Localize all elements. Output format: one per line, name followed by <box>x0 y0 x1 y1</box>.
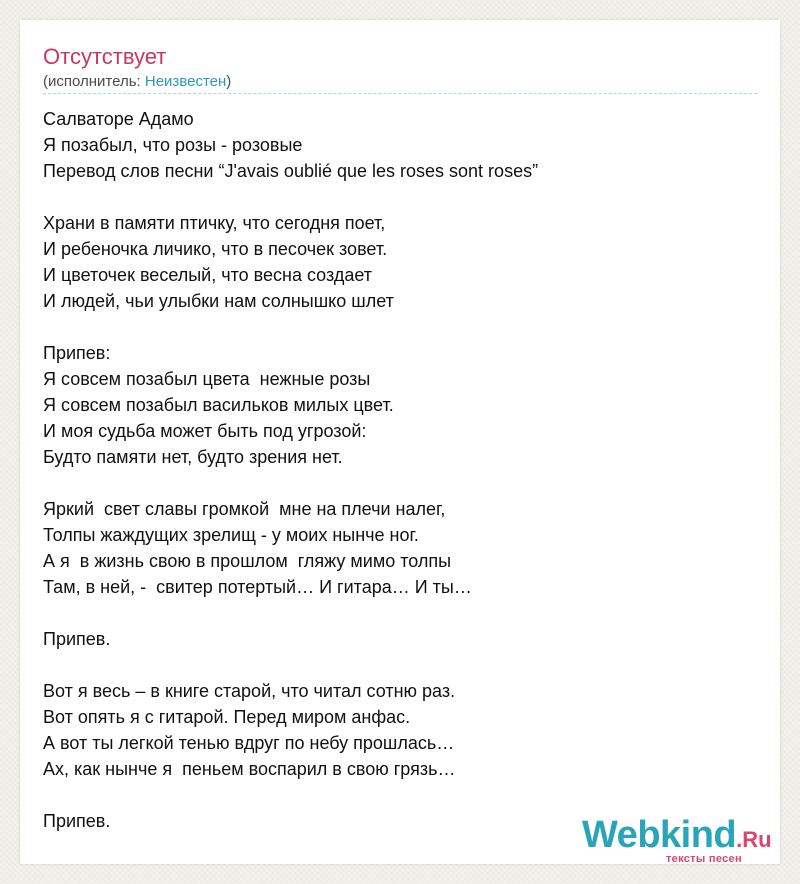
lyrics-text: Салваторе Адамо Я позабыл, что розы - розовые Перевод слов песни “J'avais oublié que les roses sont roses” Храни в памяти птичку, что сегодня поет, И ребеночка личико, что в песочек зовет. И цветочек веселый, что весна создает И людей, чьи улыбки нам солнышко шлет Припев: Я совсем позабыл цвета нежные розы Я совсем позабыл васильков милых цвет. И моя судьба может быть под угрозой: Будто памяти нет, будто зрения нет. Яркий свет славы громкой мне на плечи налег, Толпы жаждущих зрелищ - у моих нынче ног. А я в жизнь свою в прошлом гляжу мимо толпы Там, в ней, - свитер потертый… И гитара… И ты… Припев. Вот я весь – в книге старой, что читал сотню раз. Вот опять я с гитарой. Перед миром анфас. А вот ты легкой тенью вдруг по небу прошлась… Ах, как нынче я пеньем воспарил в свою грязь… Припев. <box>43 109 539 831</box>
artist-link[interactable]: Неизвестен <box>144 73 227 90</box>
artist-prefix: (исполнитель: <box>43 73 145 90</box>
logo-subtitle: тексты песен <box>666 853 742 865</box>
logo-tld: .Ru <box>736 827 772 852</box>
artist-line <box>43 73 231 91</box>
webkind-logo[interactable] <box>582 816 782 866</box>
artist-suffix: ) <box>226 73 232 90</box>
logo-wordmark <box>582 816 772 854</box>
logo-main-text: Webkind <box>582 814 737 856</box>
song-title: Отсутствует <box>43 44 167 69</box>
title-divider <box>43 93 757 94</box>
lyrics-card <box>20 20 780 864</box>
